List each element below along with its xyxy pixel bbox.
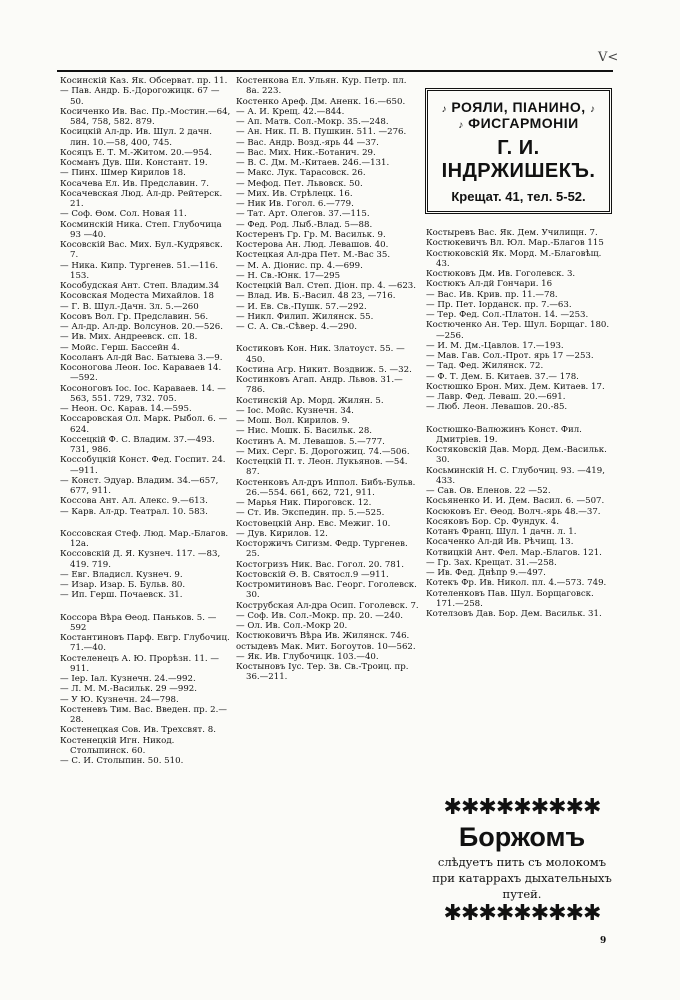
directory-entry: Костецкій П. т. Леон. Лукьянов. —54. 87. <box>236 457 408 478</box>
directory-entry: — Ив. Мих. Андреевск. сп. 18. <box>60 332 198 343</box>
directory-entry: Коссаровская Ол. Марк. Рыбол. 6. —624. <box>60 414 228 435</box>
ad-piano-company: Г. И. ІНДРЖИШЕКЪ. <box>441 137 596 182</box>
directory-entry: — Изар. Изар. Б. Бульв. 80. <box>60 580 186 590</box>
directory-entry: — А. И. Крещ. 42.—844. <box>236 106 345 117</box>
directory-entry: остыдевъ Мак. Мит. Богоутов. 10—562. <box>236 641 416 652</box>
directory-entry: Костеренъ Гр. Гр. М. Васильк. 9. <box>236 229 386 240</box>
directory-entry: Костеневъ Тим. Вас. Введен. пр. 2.—28. <box>60 704 227 725</box>
directory-entry: Косаченко Ал-дй Ив. Рѣчищ. 13. <box>426 537 574 548</box>
directory-entry: Косачева Ел. Ив. Предславин. 7. <box>60 178 209 189</box>
directory-entry: Котанъ Франц. Шул. 1 дачн. л. 1. <box>426 527 577 537</box>
directory-entry: — Ол. Ив. Сол.-Мокр 20. <box>236 621 348 631</box>
directory-entry: — Ип. Герш. Почаевск. 31. <box>60 590 183 601</box>
ad-borjom-tagline: слѣдуетъ пить съ молокомъ при катаррахъ дыхательныхъ путей. <box>432 855 612 901</box>
directory-entry: Костецкій Вал. Степ. Діон. пр. 4. —623. <box>236 281 417 291</box>
directory-entry: — С. И. Столыпин. 50. 510. <box>60 756 184 766</box>
ad-piano-line2: ФИСГАРМОНІИ <box>468 115 579 131</box>
directory-entry: — Дув. Кирилов. 12. <box>236 528 328 539</box>
directory-entry: Косиченко Ив. Вас. Пр.-Мостин.—64, 584, 758, 582. 879. <box>60 106 231 127</box>
directory-entry: Костенко Ареф. Дм. Аненк. 16.—650. <box>236 96 406 107</box>
directory-entry: — Гр. Зах. Крещат. 31.—258. <box>426 557 557 568</box>
column-left <box>60 76 232 966</box>
directory-entry: Косоногова Леон. Іос. Караваев 14. —592. <box>60 363 222 384</box>
directory-entry: — Карв. Ал-др. Театрал. 10. 583. <box>60 506 208 517</box>
directory-entry: Косминскій Ника. Степ. Глубочица 93 —40. <box>60 219 222 240</box>
directory-entry: Костенковъ Ал-дръ Иппол. Бибъ-Бульв. 26.—554. 661, 662, 721, 911. <box>236 477 416 498</box>
directory-entry: Костыревъ Вас. Як. Дем. Училищн. 7. <box>426 228 598 238</box>
directory-entry: Костюкъ Ал-дй Гончари. 16 <box>426 279 553 290</box>
directory-entry: — Ив. Фед. Днѣпр 9.—497. <box>426 568 546 578</box>
entry-gap <box>426 413 614 425</box>
directory-entry: Косяцъ Е. Т. М.-Житом. 20.—954. <box>60 147 213 158</box>
ad-piano <box>425 88 612 214</box>
directory-entry: Коссовскій Д. Я. Кузнеч. 117. —83, 419. 719. <box>60 549 221 570</box>
directory-entry: Костюковъ Дм. Ив. Гоголевск. 3. <box>426 269 576 279</box>
directory-entry: — Як. Ив. Глубочицк. 103.—40. <box>236 651 379 662</box>
directory-entry: Костюковичъ Вѣра Ив. Жилянск. 746. <box>236 631 410 642</box>
ad-borjom-title: Боржомъ <box>458 822 586 852</box>
directory-entry: Косьяненко И. И. Дем. Васил. 6. —507. <box>426 496 605 507</box>
directory-entry: Косоноговъ Іос. Іос. Караваев. 14. —563, 551. 729, 732. 705. <box>60 383 226 404</box>
directory-entry: Косторжичъ Сигизм. Федр. Тургенев. 25. <box>236 539 408 560</box>
directory-entry: — Ал-др. Ал-др. Волсунов. 20.—526. <box>60 322 223 332</box>
directory-entry: — Влад. Ив. Б.-Васил. 48 23, —716. <box>236 291 396 302</box>
directory-entry: Косицкій Ал-др. Ив. Шул. 2 дачн. лин. 10.—58, 400, 745. <box>60 127 212 148</box>
directory-entry: — Н. Св.-Юнк. 17—295 <box>236 270 341 281</box>
directory-entry: — М. А. Діонис. пр. 4.—699. <box>236 260 363 271</box>
column-right <box>426 228 614 788</box>
directory-entry: — С. А. Св.-Сѣвер. 4.—290. <box>236 322 357 332</box>
directory-entry: Коссова Ант. Ал. Алекс. 9.—613. <box>60 496 208 507</box>
directory-entry: — Пр. Пет. Іорданск. пр. 7.—63. <box>426 299 572 310</box>
directory-entry: Костина Агр. Никит. Воздвиж. 5. —32. <box>236 364 412 375</box>
directory-entry: — Мойс. Герш. Бассейн 4. <box>60 342 180 353</box>
directory-entry: — Фед. Род. Лыб.-Влад. 5—88. <box>236 219 373 230</box>
lyre-icon: ♪ <box>441 104 447 115</box>
directory-entry: Котелзовъ Дав. Бор. Дем. Васильк. 31. <box>426 609 602 619</box>
directory-entry: — Мих. Ив. Стрѣлецк. 16. <box>236 188 353 199</box>
directory-entry: Косинскій Каз. Як. Обсерват. пр. 11. <box>60 76 228 86</box>
directory-entry: — Люб. Леон. Левашов. 20.-85. <box>426 402 568 413</box>
directory-entry: — Ф. Т. Дем. Б. Китаев. 37.— 178. <box>426 371 579 382</box>
directory-entry: — Мав. Гав. Сол.-Прот. ярь 17 —253. <box>426 351 594 361</box>
directory-entry: Костовскій Ә. В. Святосл.9 —911. <box>236 569 389 580</box>
directory-entry: Коссовская Стеф. Люд. Мар.-Благов. 12а. <box>60 528 229 549</box>
directory-entry: Костяковскій Дав. Морд. Дем.-Васильк. 30. <box>426 445 607 466</box>
directory-entry: — Ника. Кипр. Тургенев. 51.—116. 153. <box>60 260 218 281</box>
directory-entry: Коссецкій Ф. С. Владим. 37.—493. 731, 986. <box>60 434 215 455</box>
directory-entry: Костюковскій Як. Морд. М.-Благовѣщ. 43. <box>426 248 602 269</box>
page-number: 9 <box>600 936 607 946</box>
directory-entry: Костенкова Ел. Ульян. Кур. Петр. пл. 8а. 223. <box>236 76 407 97</box>
directory-entry: — Іер. Іал. Кузнечн. 24.—992. <box>60 674 196 684</box>
directory-entry: Костерова Ан. Люд. Левашов. 40. <box>236 240 389 250</box>
directory-entry: Костовецкій Анр. Евс. Межиг. 10. <box>236 518 391 529</box>
directory-entry: Косяковъ Бор. Ср. Фундук. 4. <box>426 516 559 527</box>
directory-entry: Коссобуцкій Конст. Фед. Госпит. 24.—911. <box>60 455 226 476</box>
directory-entry: Кособудская Ант. Степ. Владим.34 <box>60 281 220 291</box>
directory-entry: — Вас. Андр. Возд.-ярь 44 —37. <box>236 137 379 148</box>
ad-piano-address: Крещат. 41, тел. 5-52. <box>451 189 586 204</box>
directory-entry: Котеленковъ Пав. Шул. Борщаговск. 171.—258. <box>426 588 594 609</box>
directory-entry: Костеленецъ А. Ю. Прорѣзн. 11. —911. <box>60 653 219 674</box>
directory-entry: — И. Ев. Св.-Пушк. 57.—292. <box>236 301 367 312</box>
directory-entry: Костантиновъ Парф. Евгр. Глубочиц. 71.—40. <box>60 633 230 654</box>
directory-entry: Костенецкая Сов. Ив. Трехсвят. 8. <box>60 725 216 736</box>
top-rule <box>57 70 613 72</box>
directory-entry: — Тер. Фед. Сол.-Платон. 14. —253. <box>426 310 589 320</box>
directory-entry: Котвицкій Ант. Фел. Мар.-Благов. 121. <box>426 547 602 558</box>
directory-entry: — Сав. Ов. Еленов. 22 —52. <box>426 486 551 496</box>
entry-gap <box>60 517 232 529</box>
directory-entry: Костогризъ Ник. Вас. Гогол. 20. 781. <box>236 559 404 570</box>
directory-entry: Костецкая Ал-дра Пет. М.-Вас 35. <box>236 250 391 261</box>
directory-entry: Кострубская Ал-дра Осип. Гоголевск. 7. <box>236 600 419 611</box>
directory-entry: — Неон. Ос. Карав. 14.—595. <box>60 404 192 414</box>
stars-top-icon: ✱✱✱✱✱✱✱✱✱ <box>443 795 601 820</box>
directory-entry: Костюшко Брон. Мих. Дем. Китаев. 17. <box>426 381 605 392</box>
directory-entry: — Тат. Арт. Олегов. 37.—115. <box>236 209 370 220</box>
directory-entry: — Евг. Владисл. Кузнеч. 9. <box>60 569 183 580</box>
directory-entry: Костенецкій Игн. Никод. Столыпинск. 60. <box>60 735 175 756</box>
directory-entry: Косовская Модеста Михайлов. 18 <box>60 291 214 302</box>
directory-entry: — Марья Ник. Пироговск. 12. <box>236 498 372 508</box>
corner-mark: V< <box>598 50 619 65</box>
directory-entry: — Лавр. Фед. Левaш. 20.—691. <box>426 392 566 402</box>
directory-entry: — Соф. Ив. Сол.-Мокр. пр. 20. —240. <box>236 610 404 621</box>
directory-entry: — Пинх. Шмер Кирилов 18. <box>60 168 186 179</box>
directory-entry: — Макс. Лук. Тарасовск. 26. <box>236 168 366 179</box>
directory-entry: — Іос. Мойс. Кузнечн. 34. <box>236 405 354 416</box>
directory-entry: Косманъ Дув. Ши. Констант. 19. <box>60 158 208 168</box>
directory-entry: — Мих. Серг. Б. Дорогожиц. 74.—506. <box>236 446 410 457</box>
directory-entry: — Пав. Андр. Б.-Дорогожицк. 67 —50. <box>60 86 220 107</box>
directory-entry: — Ан. Ник. П. В. Пушкин. 511. —276. <box>236 127 407 138</box>
directory-entry: — Никл. Филип. Жилянск. 55. <box>236 311 374 322</box>
directory-entry: — В. С. Дм. М.-Китаев. 246.—131. <box>236 158 390 168</box>
directory-entry: — Вас. Мих. Ник.-Ботанич. 29. <box>236 147 376 158</box>
directory-entry: Коссора Вѣра Өеод. Паньков. 5. —592 <box>60 612 217 633</box>
directory-entry: Котекъ Фр. Ив. Никол. пл. 4.—573. 749. <box>426 578 607 589</box>
directory-entry: Косовъ Вол. Гр. Предславин. 56. <box>60 311 209 322</box>
directory-entry: Костинъ А. М. Левашов. 5.—777. <box>236 436 385 447</box>
directory-entry: Костюкевичъ Вл. Юл. Мар.-Благов 115 <box>426 238 604 249</box>
directory-entry: — Тад. Фед. Жилянск. 72. <box>426 361 544 372</box>
directory-entry: Костиковъ Кон. Ник. Златоуст. 55. —450. <box>236 344 405 365</box>
stars-bottom-icon: ✱✱✱✱✱✱✱✱✱ <box>443 901 601 926</box>
directory-entry: — Ст. Ив. Экспедин. пр. 5.—525. <box>236 508 385 519</box>
directory-entry: — Л. М. М.-Васильк. 29 —992. <box>60 684 198 695</box>
entry-gap <box>236 332 420 344</box>
directory-entry: Костинскій Ар. Морд. Жилян. 5. <box>236 395 384 406</box>
directory-entry: Костромитиновъ Вас. Георг. Гоголевск. 30. <box>236 580 417 601</box>
directory-entry: Костинковъ Агап. Андр. Львов. 31.—786. <box>236 375 403 396</box>
directory-entry: — Г. В. Шул.-Дачн. Зл. 5.—260 <box>60 301 199 312</box>
directory-entry: Костюченко Ан. Тер. Шул. Борщаг. 180.—256. <box>426 320 610 341</box>
directory-entry: Косюковъ Ег. Өеод. Волч.-ярь 48.—37. <box>426 506 601 517</box>
directory-entry: — Соф. Өом. Сол. Новая 11. <box>60 209 187 220</box>
directory-entry: Косовскій Вас. Мих. Бул.-Кудрявск. 7. <box>60 240 223 261</box>
directory-entry: Косьминскій Н. С. Глубочиц. 93. —419, 433. <box>426 465 605 486</box>
directory-entry: Косачевская Люд. Ал-др. Рейтерск. 21. <box>60 188 223 209</box>
lyre-icon: ♪ <box>590 104 596 115</box>
directory-entry: — И. М. Дм.-Цавлов. 17.—193. <box>426 340 564 351</box>
ad-borjom <box>428 796 616 946</box>
entry-gap <box>60 601 232 613</box>
directory-entry: Костыновъ Іус. Тер. Зв. Св.-Троиц. пр. 36.—211. <box>236 662 409 683</box>
directory-entry: Костюшко-Валюжинъ Конст. Фил. Дмитріев. 19. <box>426 424 582 445</box>
directory-entry: — У Ю. Кузнечн. 24—798. <box>60 694 179 705</box>
directory-entry: — Мош. Вол. Кирилов. 9. <box>236 416 350 426</box>
directory-entry: — Нис. Мошк. Б. Васильк. 28. <box>236 426 373 437</box>
directory-entry: — Конст. Эдуар. Владим. 34.—657, 677, 911. <box>60 475 219 496</box>
directory-entry: — Вас. Ив. Крив. пр. 11.—78. <box>426 289 558 300</box>
ad-piano-line1: РОЯЛИ, ПІАНИНО, <box>451 99 586 115</box>
column-middle <box>236 76 420 966</box>
directory-entry: — Мефод. Пет. Львовск. 50. <box>236 178 363 189</box>
directory-entry: — Ап. Матв. Сол.-Мокр. 35.—248. <box>236 117 389 127</box>
lyre-icon: ♪ <box>458 120 464 131</box>
directory-entry: — Ник Ив. Гогол. 6.—779. <box>236 199 354 209</box>
directory-entry: Косоланъ Ал-дй Вас. Батыева 3.—9. <box>60 352 223 363</box>
